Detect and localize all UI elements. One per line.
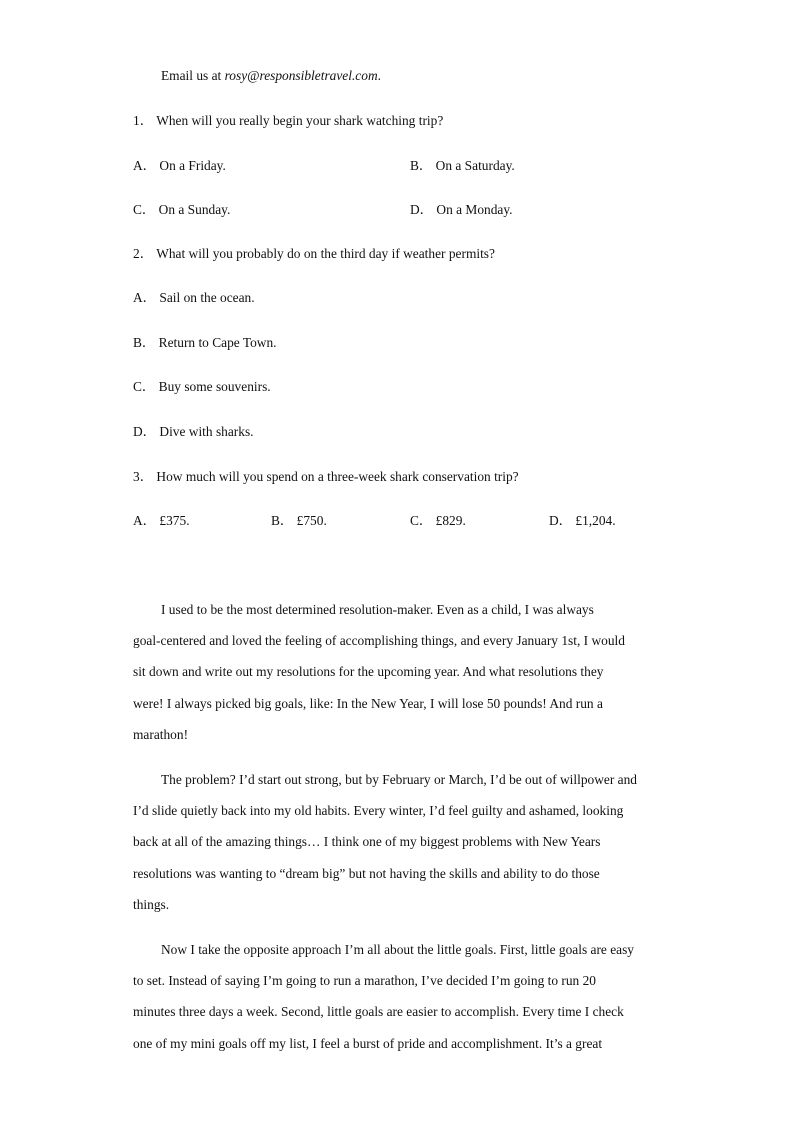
passage-line: The problem? I’d start out strong, but by February or March, I’d be out of willpower and [161,772,637,787]
email-prefix: Email us at [161,68,225,83]
passage-line: one of my mini goals off my list, I feel a burst of pride and accomplishment. It’s a great [133,1036,603,1051]
question-2-option-c: C． Buy some souvenirs. [133,379,271,394]
passage-line: back at all of the amazing things… I think one of my biggest problems with New Years [133,834,601,849]
passage-line: goal-centered and loved the feeling of accomplishing things, and every January 1st, I would [133,633,625,648]
question-1-option-d: D． On a Monday. [410,202,513,217]
passage-line: marathon! [133,727,189,742]
question-1-stem: 1． When will you really begin your shark watching trip? [133,113,444,128]
question-3-stem: 3． How much will you spend on a three-week shark conservation trip? [133,469,519,484]
passage-line: were! I always picked big goals, like: In the New Year, I will lose 50 pounds! And run a [133,696,603,711]
question-3-option-d: D． £1,204. [549,513,616,528]
question-3-option-b: B． £750. [271,513,327,528]
email-address[interactable]: rosy@responsibletravel.com [224,68,378,83]
question-1-option-b: B． On a Saturday. [410,158,515,173]
passage-line: minutes three days a week. Second, little goals are easier to accomplish. Every time I check [133,1004,624,1019]
passage-line: I used to be the most determined resolution-maker. Even as a child, I was always [161,602,594,617]
question-2-option-a: A． Sail on the ocean. [133,290,255,305]
question-2-option-b: B． Return to Cape Town. [133,335,277,350]
question-3-option-a: A． £375. [133,513,190,528]
passage-line: Now I take the opposite approach I’m all about the little goals. First, little goals are easy [161,942,635,957]
passage-line: sit down and write out my resolutions for the upcoming year. And what resolutions they [133,664,604,679]
question-2-option-d: D． Dive with sharks. [133,424,254,439]
question-1-option-c: C． On a Sunday. [133,202,231,217]
passage-line: I’d slide quietly back into my old habits. Every winter, I’d feel guilty and ashamed, looking [133,803,624,818]
question-1-option-a: A． On a Friday. [133,158,226,173]
question-2-stem: 2． What will you probably do on the third day if weather permits? [133,246,495,261]
passage-line: resolutions was wanting to “dream big” but not having the skills and ability to do those [133,866,600,881]
passage-line: things. [133,897,170,912]
passage-line: to set. Instead of saying I’m going to run a marathon, I’ve decided I’m going to run 20 [133,973,596,988]
question-3-option-c: C． £829. [410,513,466,528]
email-suffix: . [377,68,381,83]
email-line [161,68,381,84]
